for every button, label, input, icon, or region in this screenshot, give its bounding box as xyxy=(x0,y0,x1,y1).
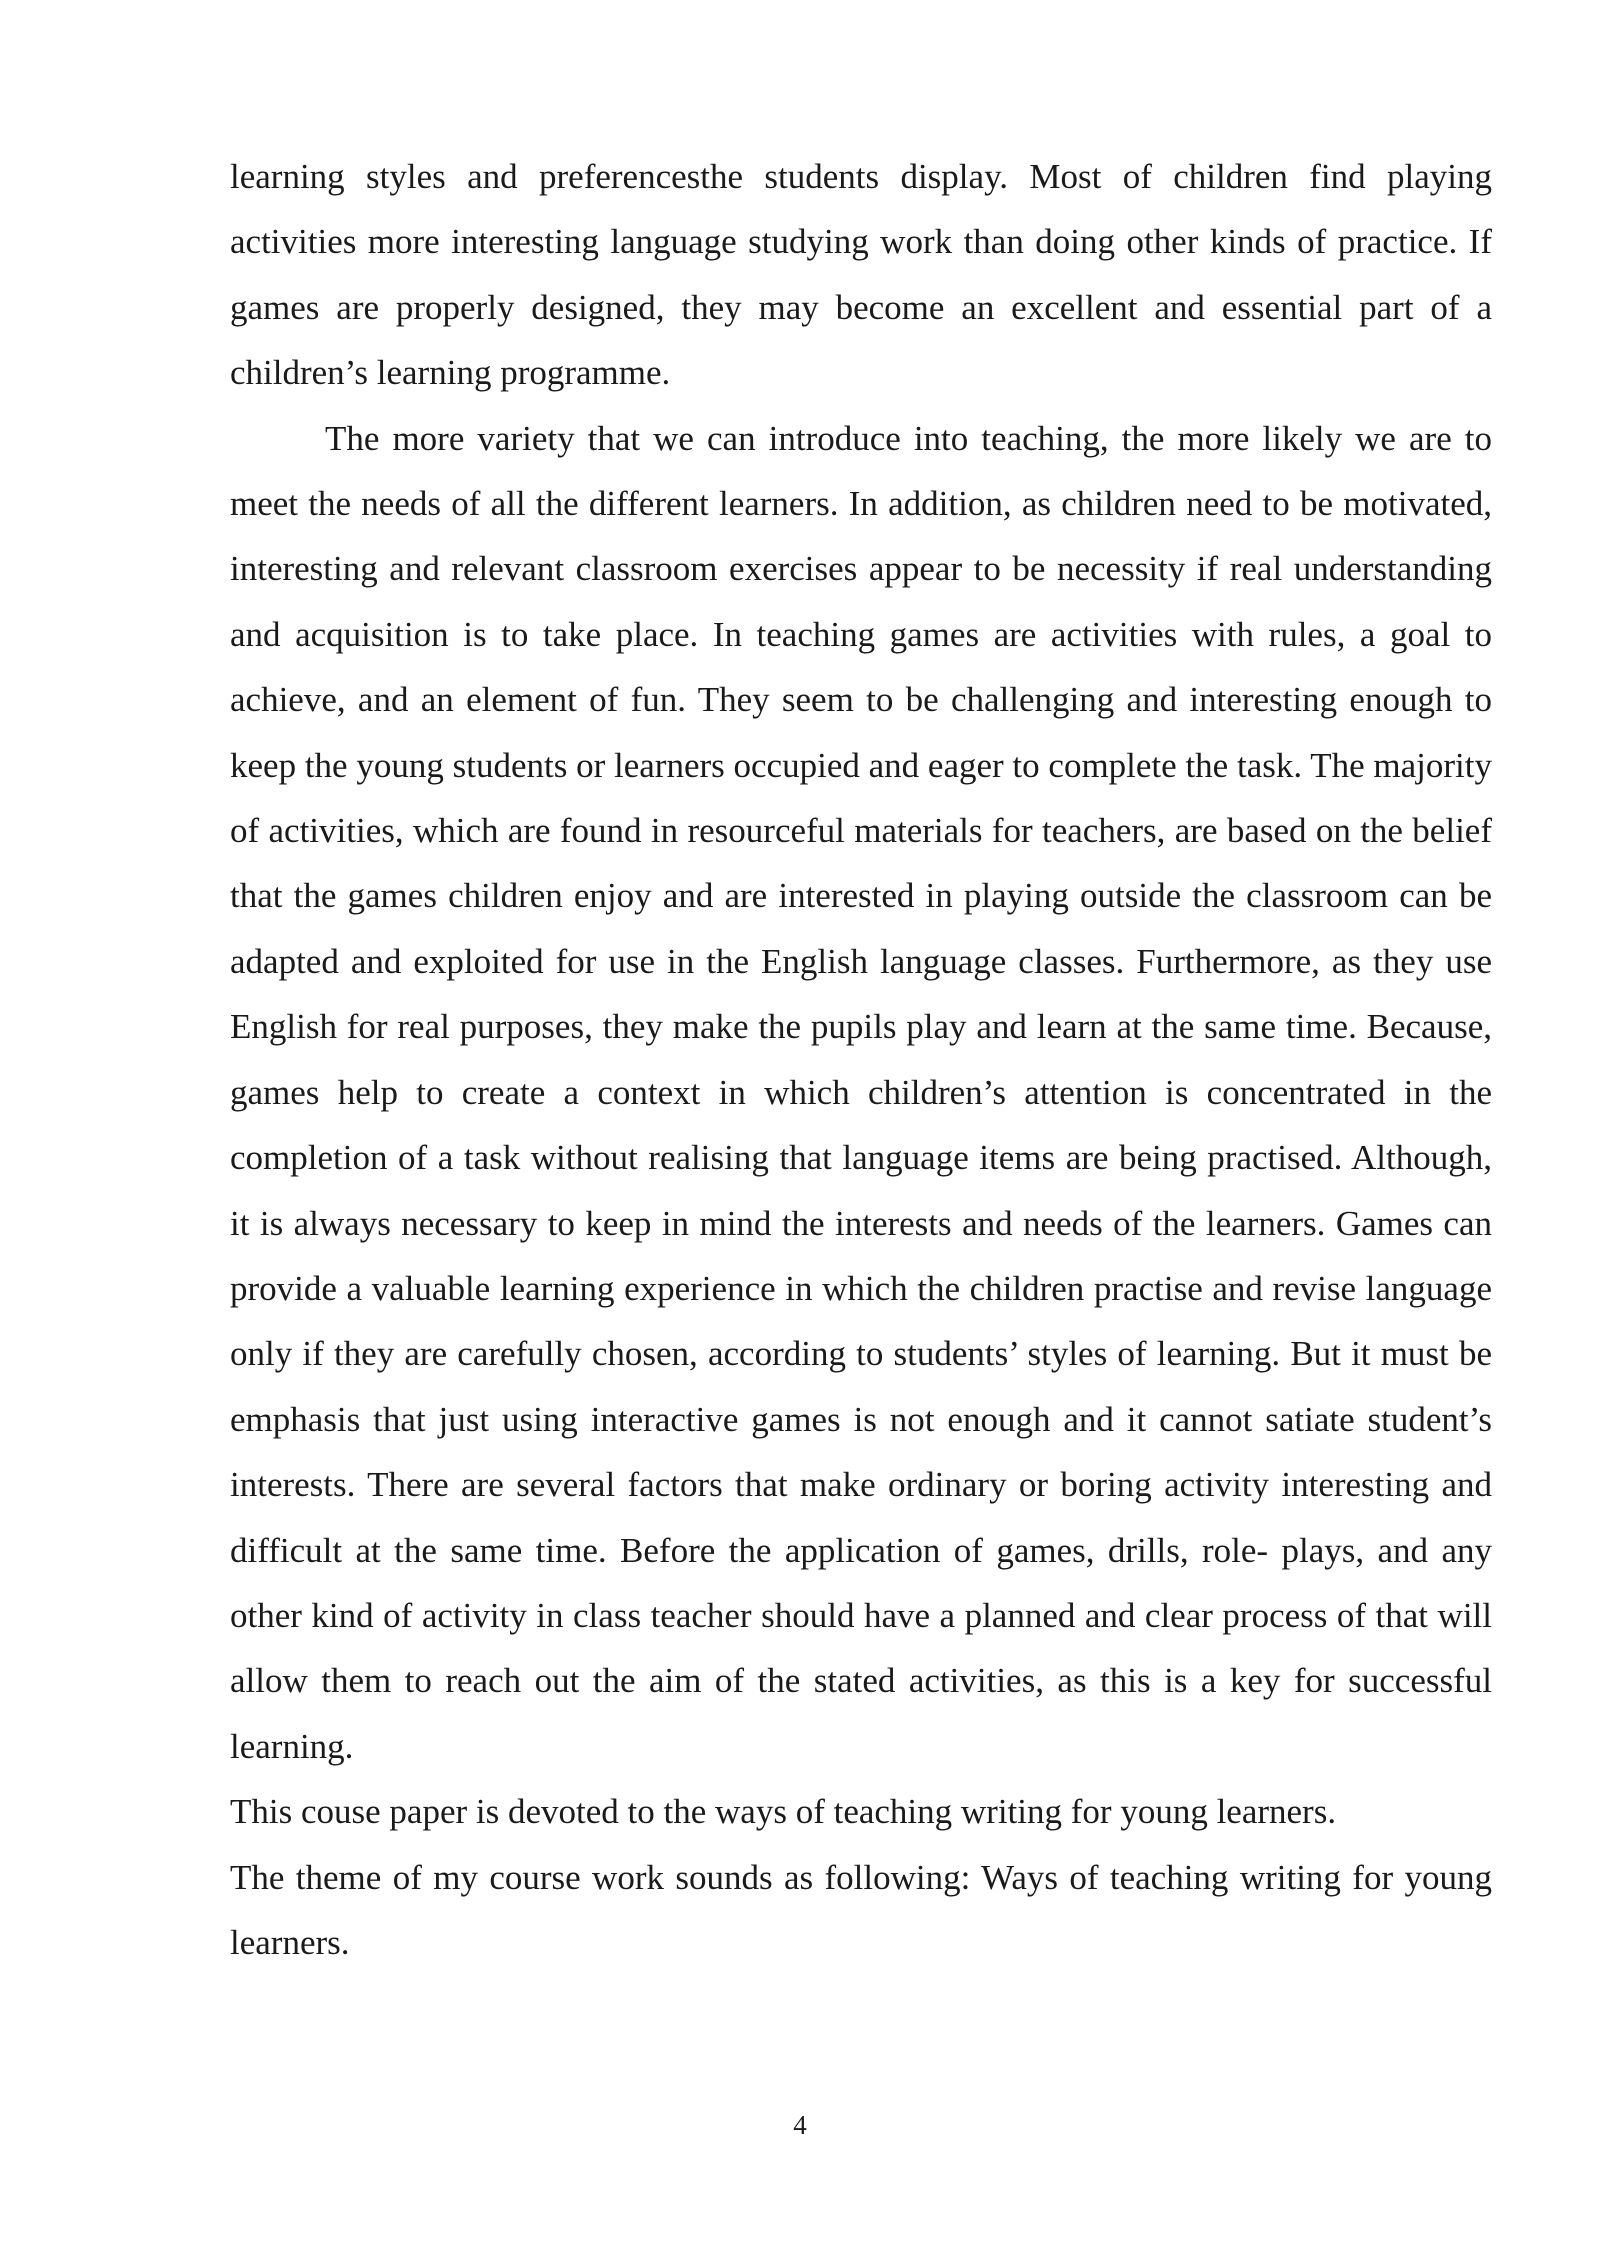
paragraph-learning-styles: learning styles and preferencesthe students display. Most of children find playing activities more interesting language studying work than doing other kinds of practice. If games are properly designed, they may become an excellent and essential part of a children’s learning programme. xyxy=(230,157,1492,393)
paragraph-theme: The theme of my course work sounds as following: Ways of teaching writing for young learners. xyxy=(230,1857,1492,1962)
page-number: 4 xyxy=(793,2110,807,2140)
paragraph-course-paper: This couse paper is devoted to the ways of teaching writing for young learners. xyxy=(230,1792,1337,1832)
paragraph-variety: The more variety that we can introduce into teaching, the more likely we are to meet the needs of all the different learners. In addition, as children need to be motivated, interesting and relevant classroom exercises appear to be necessity if real understanding and acquisition is to take place. In teaching games are activities with rules, a goal to achieve, and an element of fun. They seem to be challenging and interesting enough to keep the young students or learners occupied and eager to complete the task. The majority of activities, which are found in resourceful materials for teachers, are based on the belief that the games children enjoy and are interested in playing outside the classroom can be adapted and exploited for use in the English language classes. Furthermore, as they use English for real purposes, they make the pupils play and learn at the same time. Because, games help to create a context in which children’s attention is concentrated in the completion of a task without realising that language items are being practised. Although, it is always necessary to keep in mind the interests and needs of the learners. Games can provide a valuable learning experience in which the children practise and revise language only if they are carefully chosen, according to students’ styles of learning. But it must be emphasis that just using interactive games is not enough and it cannot satiate student’s interests. There are several factors that make ordinary or boring activity interesting and difficult at the same time. Before the application of games, drills, role- plays, and any other kind of activity in class teacher should have a planned and clear process of that will allow them to reach out the aim of the stated activities, as this is a key for successful learning. xyxy=(230,418,1492,1766)
body-text xyxy=(230,144,1492,1975)
